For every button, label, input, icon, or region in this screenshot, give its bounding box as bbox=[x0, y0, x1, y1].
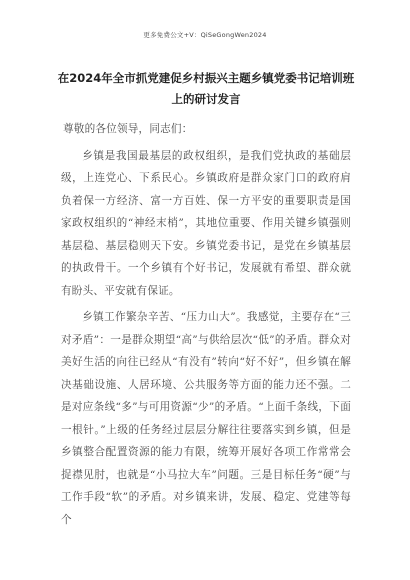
salutation: 尊敬的各位领导，同志们： bbox=[63, 123, 193, 135]
paragraph-1: 乡镇是我国最基层的政权组织，是我们党执政的基础层级，上连党心、下系民心。乡镇政府是群众家门口的政府肩负着保一方经济、富一方百姓、保一方平安的重要职责是国家政权组织的“神经末梢”，其地位重要、作用关键乡镇强则基层稳、基层稳则天下安。乡镇党委书记，是党在乡镇基层的执政骨干。一个乡镇有个好书记，发展就有希望、群众就有盼头、平安就有保证。 bbox=[61, 149, 351, 297]
paragraph-2: 乡镇工作繁杂辛苦、“压力山大”。我感觉，主要存在“三对矛盾”：一是群众期望“高”与供给层次“低”的矛盾。群众对美好生活的向往已经从“有没有”转向“好不好”，但乡镇在解决基础设施、人居环境、公共服务等方面的能力还不强。二是对应条线“多”与可用资源“少”的矛盾。“上面千条线，下面一根针。”上级的任务经过层层分解往往要落实到乡镇，但是乡镇整合配置资源的能力有限，统筹开展好各项工作常常会捉襟见肘，也就是“小马拉大车”问题。三是目标任务“硬”与工作手段“软”的矛盾。对乡镇来讲，发展、稳定、党建等每个 bbox=[61, 311, 351, 526]
document-body bbox=[61, 118, 351, 535]
header-note: 更多免费公文+V：QiSeGongWen2024 bbox=[143, 31, 267, 39]
document-title: 在2024年全市抓党建促乡村振兴主题乡镇党委书记培训班上的研讨发言 bbox=[57, 71, 355, 106]
